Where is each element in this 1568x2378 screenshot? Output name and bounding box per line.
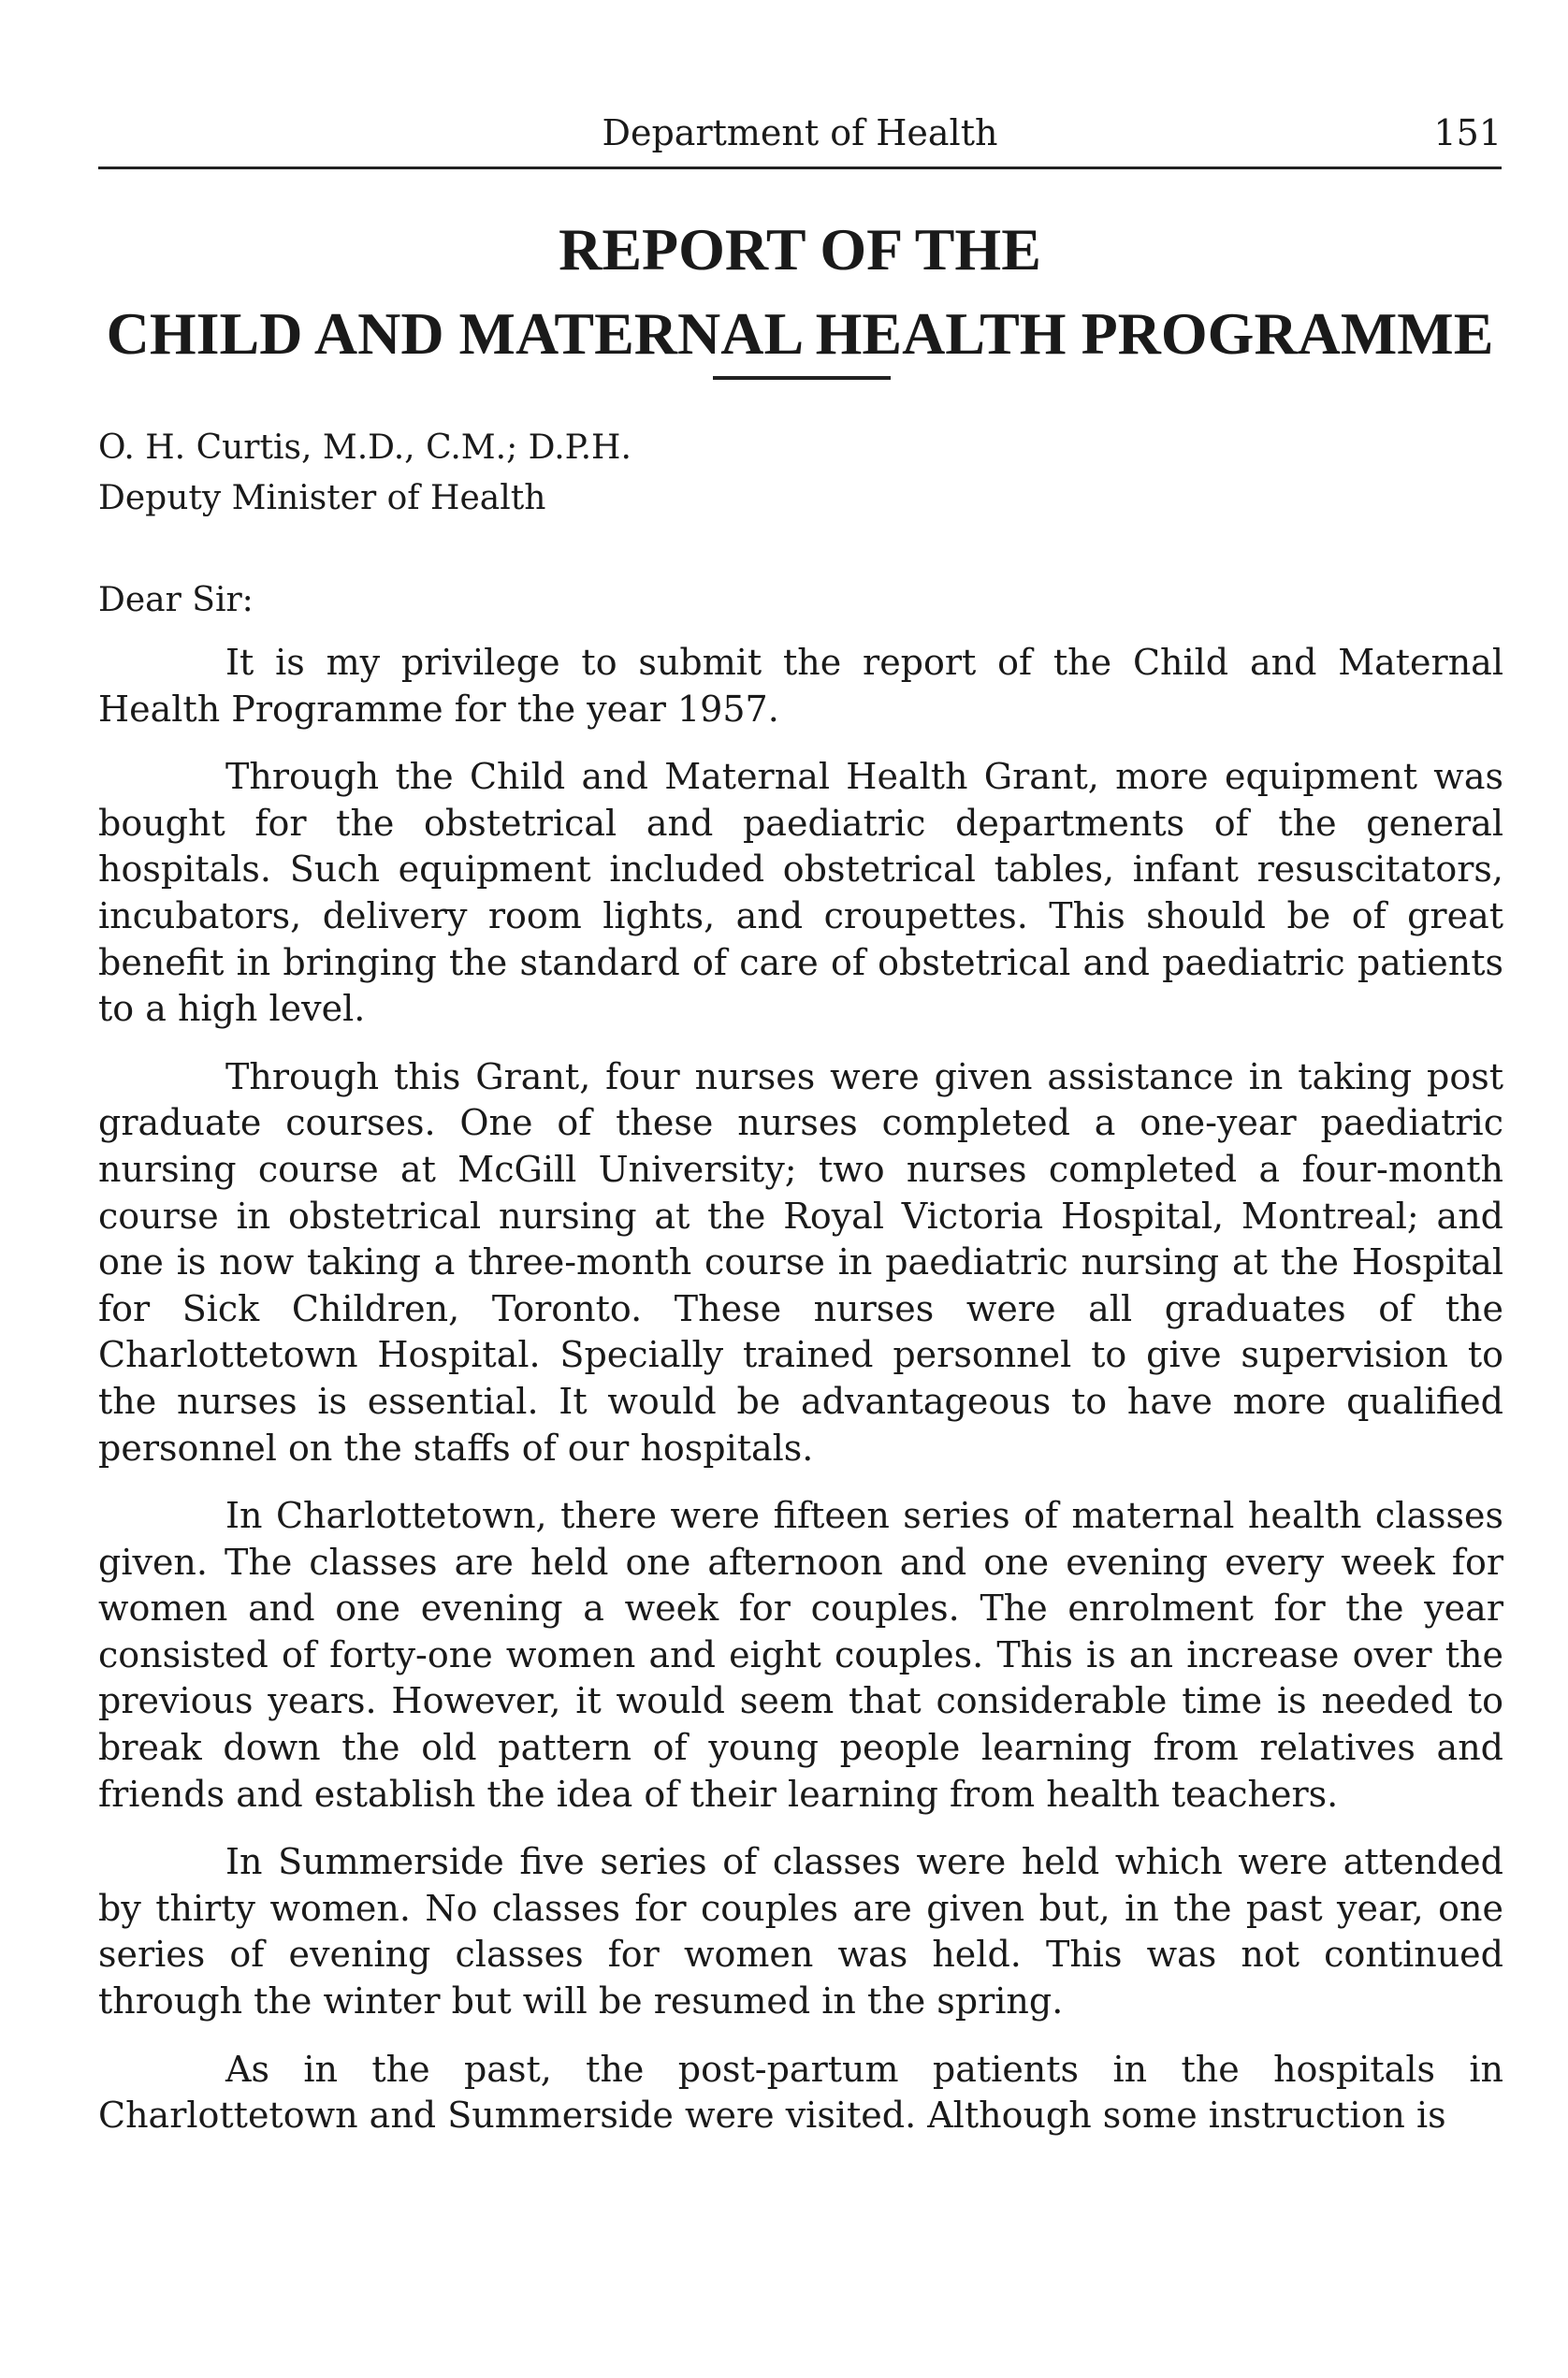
paragraph-2: Through the Child and Maternal Health Grant, more equipment was bought for the obstetrical and paediatric departments of the general hospitals. Such equipment included obstetrical tables, infant resuscitators, incubators, delivery room lights, and croupettes. This should be of great benefit in bringing the standard of care of obstetrical and paediatric patients to a high level.	[98, 756, 1503, 1030]
letter-body	[98, 640, 1503, 2161]
paragraph-5: In Summerside five series of classes were held which were attended by thirty women. No classes for couples are given but, in the past year, one series of evening classes for women was held. This was not continued through the winter but will be resumed in the spring.	[98, 1841, 1503, 2023]
paragraph-3: Through this Grant, four nurses were given assistance in taking post graduate courses. One of these nurses completed a one-year paediatric nursing course at McGill University; two nurses completed a four-month course in obstetrical nursing at the Royal Victoria Hospital, Montreal; and one is now taking a three-month course in paediatric nursing at the Hospital for Sick Children, Toronto. These nurses were all graduates of the Charlottetown Hospital. Specially trained personnel to give supervision to the nurses is essential. It would be advantageous to have more qualified personnel on the staffs of our hospitals.	[98, 1055, 1503, 1469]
report-title	[98, 208, 1502, 376]
running-header	[98, 105, 1502, 161]
paragraph-6: As in the past, the post-partum patients in the hospitals in Charlottetown and Summerside were visited. Although some instruction is	[98, 2048, 1503, 2137]
addressee-name: O. H. Curtis, M.D., C.M.; D.P.H.	[98, 428, 632, 467]
addressee-position: Deputy Minister of Health	[98, 479, 546, 517]
report-title-line-1: REPORT OF THE	[559, 216, 1041, 283]
page-number: 151	[1433, 112, 1502, 153]
header-rule	[98, 167, 1502, 169]
salutation: Dear Sir:	[98, 581, 254, 619]
title-divider	[713, 376, 891, 380]
addressee-block	[98, 423, 1034, 524]
paragraph-4: In Charlottetown, there were fifteen series of maternal health classes given. The classes are held one afternoon and one evening every week for women and one evening a week for couples. The enrolment for the year consisted of forty-one women and eight couples. This is an increase over the previous years. However, it would seem that considerable time is needed to break down the old pattern of young people learning from relatives and friends and establish the idea of their learning from health teachers.	[98, 1495, 1503, 1815]
report-title-line-2: CHILD AND MATERNAL HEALTH PROGRAMME	[106, 300, 1494, 367]
paragraph-1: It is my privilege to submit the report of the Child and Maternal Health Programme for the year 1957.	[98, 642, 1503, 730]
running-title: Department of Health	[602, 112, 998, 153]
